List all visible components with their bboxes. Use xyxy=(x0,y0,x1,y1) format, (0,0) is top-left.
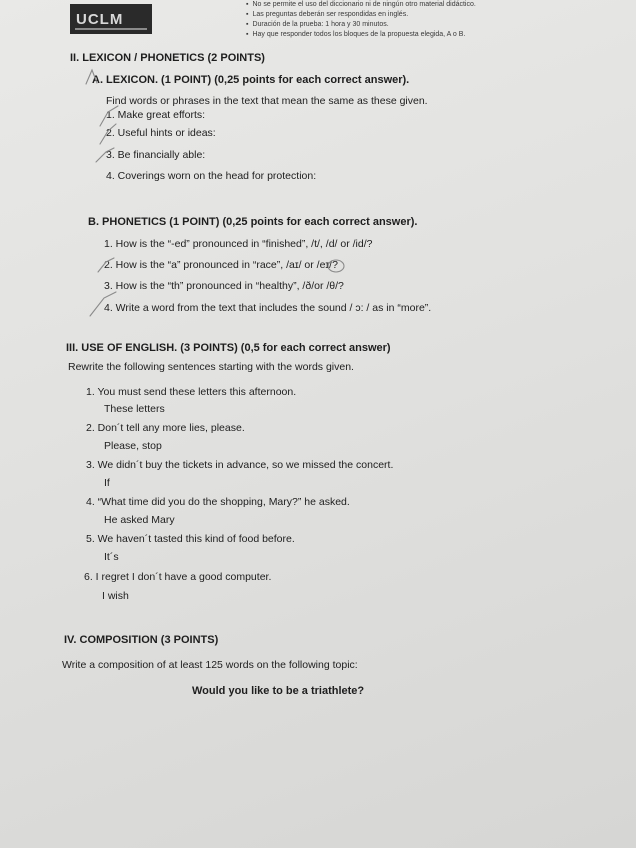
rewrite-answer-start: It´s xyxy=(104,551,119,563)
rewrite-answer-start: These letters xyxy=(104,403,165,415)
rule-item: ▪ Duración de la prueba: 1 hora y 30 minutos. xyxy=(246,20,476,30)
rule-item: ▪ No se permite el uso del diccionario ni de ningún otro material didáctico. xyxy=(246,0,476,10)
lexicon-title: A. LEXICON. (1 POINT) (0,25 points for each correct answer). xyxy=(92,74,410,86)
pencil-circle xyxy=(328,260,344,272)
composition-topic: Would you like to be a triathlete? xyxy=(192,685,365,697)
composition-instruction: Write a composition of at least 125 words on the following topic: xyxy=(62,659,358,671)
rewrite-answer-start: He asked Mary xyxy=(104,514,175,526)
lexicon-item: 1. Make great efforts: xyxy=(106,109,206,121)
phonetics-item: 2. How is the “a” pronounced in “race”, /aɪ/ or /eɪ/? xyxy=(104,259,338,271)
rewrite-question: 5. We haven´t tasted this kind of food before. xyxy=(86,533,295,545)
lexicon-item: 2. Useful hints or ideas: xyxy=(106,127,216,139)
rule-item: ▪ Hay que responder todos los bloques de la propuesta elegida, A o B. xyxy=(246,30,476,40)
section-2-title: II. LEXICON / PHONETICS (2 POINTS) xyxy=(70,52,265,64)
rewrite-answer-start: Please, stop xyxy=(104,440,162,452)
rewrite-question: 1. You must send these letters this afternoon. xyxy=(86,386,297,398)
pencil-mark xyxy=(100,124,116,144)
lexicon-item: 3. Be financially able: xyxy=(106,149,206,161)
section-4-title: IV. COMPOSITION (3 POINTS) xyxy=(64,634,219,646)
rule-item: ▪ Las preguntas deberán ser respondidas en inglés. xyxy=(246,10,476,20)
phonetics-item: 3. How is the “th” pronounced in “healthy”, /ð/or /θ/? xyxy=(104,280,344,292)
use-of-english-instruction: Rewrite the following sentences starting with the words given. xyxy=(68,361,354,373)
rewrite-question: 6. I regret I don´t have a good computer. xyxy=(84,571,272,583)
rewrite-question: 2. Don´t tell any more lies, please. xyxy=(86,422,245,434)
pencil-mark xyxy=(100,106,118,126)
lexicon-instruction: Find words or phrases in the text that mean the same as these given. xyxy=(106,95,428,107)
rewrite-answer-start: If xyxy=(104,477,110,489)
logo-text: UCLM xyxy=(76,11,124,28)
rewrite-question: 3. We didn´t buy the tickets in advance, so we missed the concert. xyxy=(86,459,394,471)
rewrite-question: 4. “What time did you do the shopping, Mary?” he asked. xyxy=(86,496,350,508)
pencil-mark xyxy=(90,292,116,316)
pencil-mark xyxy=(96,148,114,162)
lexicon-item: 4. Coverings worn on the head for protection: xyxy=(106,170,317,182)
phonetics-title: B. PHONETICS (1 POINT) (0,25 points for each correct answer). xyxy=(88,216,418,228)
pencil-mark xyxy=(98,258,114,272)
pencil-mark xyxy=(86,70,97,84)
phonetics-item: 4. Write a word from the text that includes the sound / ɔ: / as in “more”. xyxy=(104,302,432,314)
section-3-title: III. USE OF ENGLISH. (3 POINTS) (0,5 for each correct answer) xyxy=(66,342,391,354)
phonetics-item: 1. How is the “-ed” pronounced in “finished”, /t/, /d/ or /id/? xyxy=(104,238,373,250)
rewrite-answer-start: I wish xyxy=(102,590,129,602)
